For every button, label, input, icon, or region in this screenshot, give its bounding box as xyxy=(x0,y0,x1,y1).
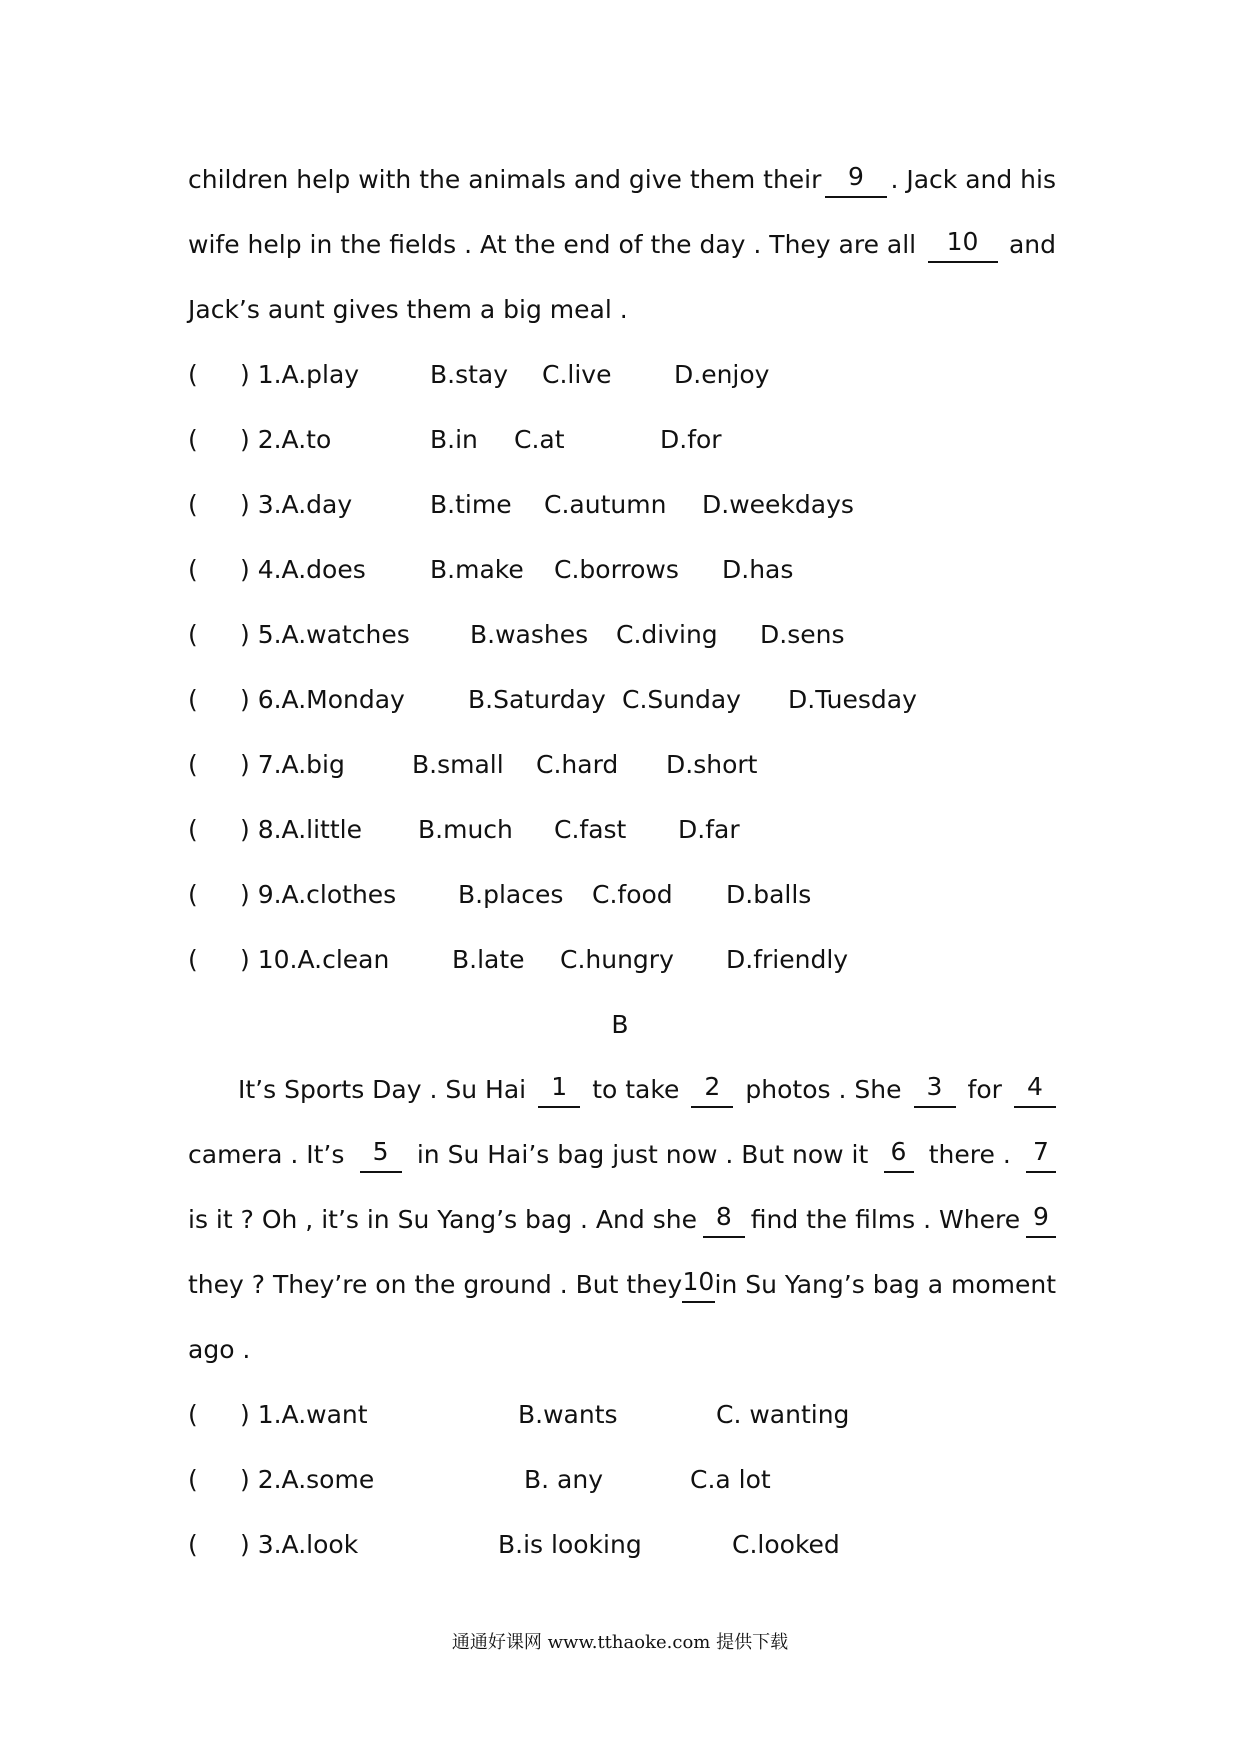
option-a: ) 1.A.play xyxy=(240,360,360,389)
passage-a-line-1 xyxy=(188,160,1056,200)
option-d: D.short xyxy=(666,750,758,779)
option-c: C.borrows xyxy=(554,555,679,584)
blank-8: 8 xyxy=(703,1200,745,1238)
option-a: ) 5.A.watches xyxy=(240,620,410,649)
option-b: B.time xyxy=(430,490,512,519)
option-a: ) 2.A.some xyxy=(240,1465,375,1494)
text: is it ? Oh , it’s in Su Yang’s bag . And she xyxy=(188,1205,697,1234)
option-b: B.Saturday xyxy=(468,685,606,714)
blank-1: 1 xyxy=(538,1070,580,1108)
option-d: D.has xyxy=(722,555,794,584)
option-c: C.a lot xyxy=(690,1465,771,1494)
option-a: ) 10.A.clean xyxy=(240,945,390,974)
blank-6: 6 xyxy=(884,1135,914,1173)
answer-paren[interactable]: ( xyxy=(188,750,198,779)
footer-text: 通通好课网 www.tthaoke.com 提供下载 xyxy=(451,1632,789,1653)
option-b: B.make xyxy=(430,555,524,584)
option-c: C.at xyxy=(514,425,565,454)
option-a: ) 3.A.day xyxy=(240,490,353,519)
text: wife help in the fields . At the end of the day . They are all xyxy=(188,230,917,259)
answer-paren[interactable]: ( xyxy=(188,815,198,844)
passage-a-line-3: Jack’s aunt gives them a big meal . xyxy=(188,295,628,324)
blank-2: 2 xyxy=(691,1070,733,1108)
answer-paren[interactable]: ( xyxy=(188,1465,198,1494)
option-a: ) 7.A.big xyxy=(240,750,345,779)
text: they ? They’re on the ground . But they xyxy=(188,1270,683,1299)
option-a: ) 6.A.Monday xyxy=(240,685,405,714)
blank-7: 7 xyxy=(1026,1135,1056,1173)
option-d: D.for xyxy=(660,425,722,454)
option-a: ) 1.A.want xyxy=(240,1400,368,1429)
option-c: C.hard xyxy=(536,750,619,779)
answer-paren[interactable]: ( xyxy=(188,490,198,519)
option-d: D.weekdays xyxy=(702,490,854,519)
option-b: B.much xyxy=(418,815,513,844)
answer-paren[interactable]: ( xyxy=(188,945,198,974)
text: children help with the animals and give them their xyxy=(188,165,822,194)
answer-paren[interactable]: ( xyxy=(188,1400,198,1429)
text: there . xyxy=(928,1140,1011,1169)
option-c: C.Sunday xyxy=(622,685,741,714)
option-d: D.balls xyxy=(726,880,812,909)
text: to take xyxy=(592,1075,680,1104)
option-b: B.wants xyxy=(518,1400,618,1429)
passage-b-line-3 xyxy=(188,1200,1056,1240)
text: find the films . Where xyxy=(750,1205,1021,1234)
text: in Su Yang’s bag a moment xyxy=(714,1270,1056,1299)
text: in Su Hai’s bag just now . But now it xyxy=(416,1140,869,1169)
option-d: D.sens xyxy=(760,620,845,649)
option-c: C.fast xyxy=(554,815,627,844)
passage-b-line-4 xyxy=(188,1265,1056,1305)
answer-paren[interactable]: ( xyxy=(188,685,198,714)
answer-paren[interactable]: ( xyxy=(188,1530,198,1559)
option-c: C. wanting xyxy=(716,1400,850,1429)
blank-3: 3 xyxy=(914,1070,956,1108)
option-a: ) 2.A.to xyxy=(240,425,332,454)
blank-10: 10 xyxy=(928,225,998,263)
option-b: B.late xyxy=(452,945,525,974)
option-a: ) 3.A.look xyxy=(240,1530,359,1559)
passage-b-line-2 xyxy=(188,1135,1056,1175)
option-c: C.diving xyxy=(616,620,718,649)
passage-b-line-5: ago . xyxy=(188,1335,251,1364)
option-b: B.is looking xyxy=(498,1530,642,1559)
text: camera . It’s xyxy=(188,1140,345,1169)
option-b: B.small xyxy=(412,750,504,779)
text: It’s Sports Day . Su Hai xyxy=(238,1075,527,1104)
option-c: C.live xyxy=(542,360,612,389)
option-a: ) 4.A.does xyxy=(240,555,366,584)
text: for xyxy=(967,1075,1002,1104)
answer-paren[interactable]: ( xyxy=(188,620,198,649)
option-a: ) 8.A.little xyxy=(240,815,362,844)
option-b: B. any xyxy=(524,1465,604,1494)
option-c: C.looked xyxy=(732,1530,840,1559)
text: . Jack and his xyxy=(890,165,1056,194)
blank-10: 10 xyxy=(682,1265,714,1303)
answer-paren[interactable]: ( xyxy=(188,880,198,909)
option-d: D.far xyxy=(678,815,740,844)
option-d: D.friendly xyxy=(726,945,849,974)
option-b: B.in xyxy=(430,425,478,454)
answer-paren[interactable]: ( xyxy=(188,555,198,584)
option-c: C.hungry xyxy=(560,945,674,974)
passage-a-line-2 xyxy=(188,225,1056,265)
option-c: C.autumn xyxy=(544,490,667,519)
blank-9: 9 xyxy=(1026,1200,1056,1238)
text: and xyxy=(1008,230,1056,259)
blank-9: 9 xyxy=(825,160,887,198)
option-b: B.places xyxy=(458,880,564,909)
blank-5: 5 xyxy=(360,1135,402,1173)
option-c: C.food xyxy=(592,880,673,909)
option-b: B.washes xyxy=(470,620,589,649)
option-d: D.Tuesday xyxy=(788,685,917,714)
answer-paren[interactable]: ( xyxy=(188,360,198,389)
passage-b-line-1 xyxy=(238,1070,1056,1110)
blank-4: 4 xyxy=(1014,1070,1056,1108)
answer-paren[interactable]: ( xyxy=(188,425,198,454)
option-d: D.enjoy xyxy=(674,360,770,389)
section-b-title: B xyxy=(611,1010,629,1039)
text: photos . She xyxy=(745,1075,902,1104)
option-b: B.stay xyxy=(430,360,509,389)
option-a: ) 9.A.clothes xyxy=(240,880,397,909)
